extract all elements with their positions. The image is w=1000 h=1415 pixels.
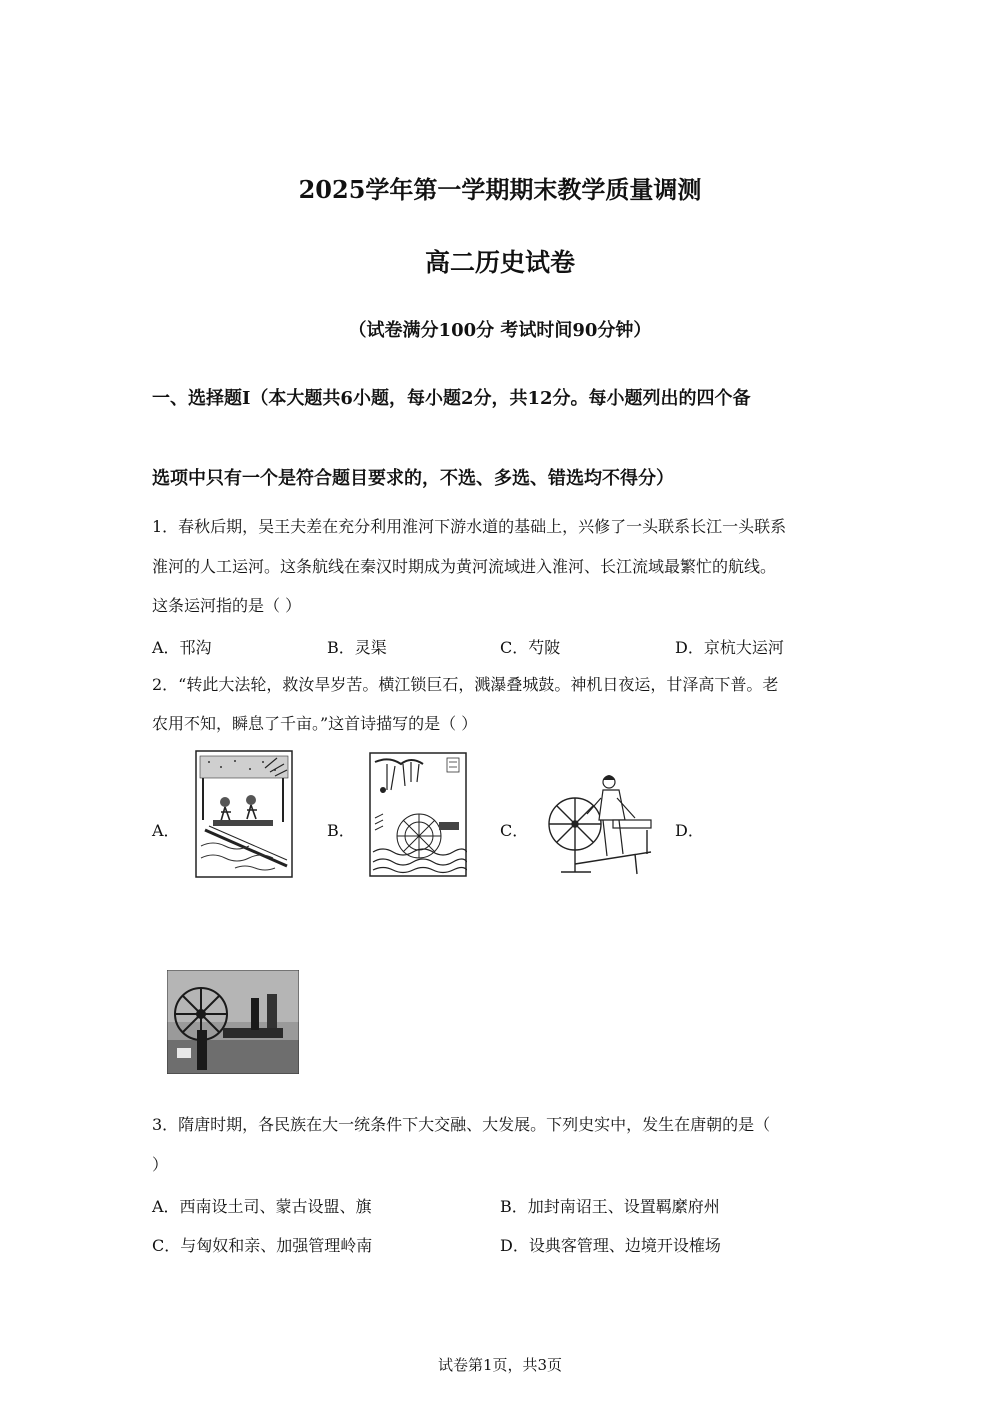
q3-stem-line2: ） bbox=[152, 1155, 169, 1174]
q2-option-a-label: A． bbox=[152, 821, 180, 840]
spinning-wheel-drawing-image bbox=[547, 768, 657, 878]
spinning-wheel-photo-image bbox=[167, 970, 299, 1074]
exam-title: 2025学年第一学期期末教学质量调测 bbox=[298, 175, 702, 204]
q2-option-c-label: C． bbox=[500, 821, 529, 840]
q3-option-c: C．与匈奴和亲、加强管理岭南 bbox=[152, 1236, 373, 1255]
q1-option-b: B．灵渠 bbox=[327, 638, 387, 657]
exam-note: （试卷满分100分 考试时间90分钟） bbox=[348, 320, 652, 341]
q1-option-d: D．京杭大运河 bbox=[675, 638, 784, 657]
q2-stem-line1: 2．“转此大法轮，救汝旱岁苦。横江锁巨石，溅瀑叠城鼓。神机日夜运，甘泽高下普。老 bbox=[152, 675, 779, 694]
q2-stem-line2: 农用不知，瞬息了千亩。”这首诗描写的是（ ） bbox=[152, 714, 478, 733]
q2-option-d-label: D． bbox=[675, 821, 704, 840]
q1-option-a: A．邗沟 bbox=[152, 638, 212, 657]
q1-option-c: C．芍陂 bbox=[500, 638, 561, 657]
section-heading-line1: 一、选择题Ⅰ（本大题共6小题，每小题2分，共12分。每小题列出的四个备 bbox=[152, 388, 751, 409]
q2-option-b-label: B． bbox=[327, 821, 355, 840]
waterwheel-image bbox=[369, 752, 467, 877]
q3-option-d: D．设典客管理、边境开设榷场 bbox=[500, 1236, 721, 1255]
page-footer: 试卷第1页，共3页 bbox=[437, 1356, 563, 1374]
q3-stem-line1: 3．隋唐时期，各民族在大一统条件下大交融、大发展。下列史实中，发生在唐朝的是（ bbox=[152, 1115, 771, 1134]
treadle-pump-image bbox=[195, 750, 293, 878]
q1-stem-line1: 1．春秋后期，吴王夫差在充分利用淮河下游水道的基础上，兴修了一头联系长江一头联系 bbox=[152, 517, 787, 536]
exam-subtitle: 高二历史试卷 bbox=[424, 248, 575, 277]
section-heading-line2: 选项中只有一个是符合题目要求的，不选、多选、错选均不得分） bbox=[152, 468, 674, 489]
q3-option-a: A．西南设土司、蒙古设盟、旗 bbox=[152, 1197, 372, 1216]
q3-option-b: B．加封南诏王、设置羁縻府州 bbox=[500, 1197, 720, 1216]
q1-stem-line3: 这条运河指的是（ ） bbox=[152, 596, 302, 615]
q1-stem-line2: 淮河的人工运河。这条航线在秦汉时期成为黄河流域进入淮河、长江流域最繁忙的航线。 bbox=[152, 557, 777, 576]
